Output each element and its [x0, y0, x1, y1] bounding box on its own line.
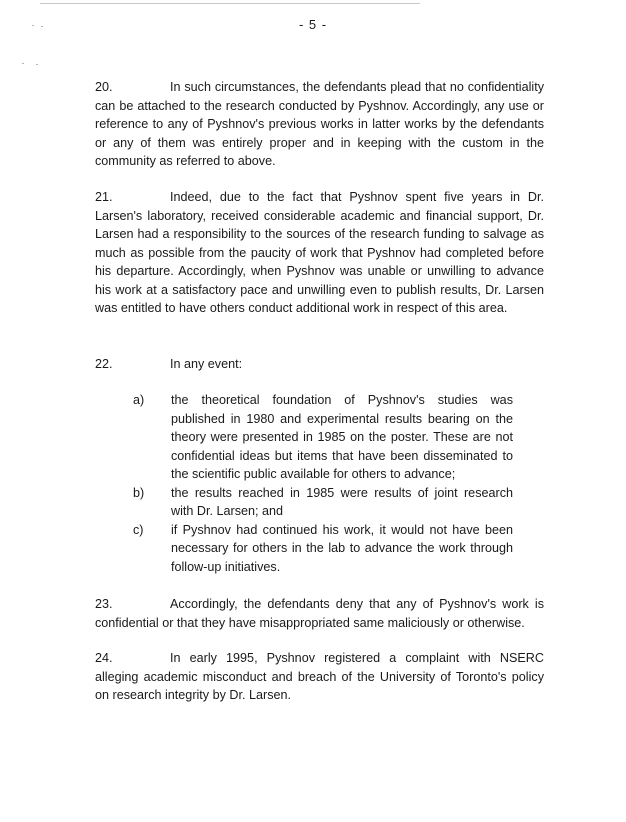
paragraph-21: [95, 188, 544, 318]
list-marker: b): [133, 485, 145, 500]
page-number: - 5 -: [298, 17, 328, 32]
list-marker: a): [133, 393, 145, 407]
scan-speck: [22, 63, 24, 64]
scan-speck: [36, 64, 38, 65]
paragraph-number: 24.: [95, 651, 113, 665]
sub-item-list: [133, 391, 513, 576]
paragraph-number: 22.: [95, 357, 113, 371]
paragraph-20: [95, 78, 544, 171]
list-item-text: the theoretical foundation of Pyshnov's studies was published in 1980 and experimental results bearing on the theory were presented in 1985 on the poster. These are not confidential ideas but items that have been disseminated to the scientific public available for others to advance;: [171, 393, 513, 481]
list-item: [133, 484, 513, 521]
scan-top-edge-line: [40, 3, 420, 4]
paragraph-23: [95, 595, 544, 632]
paragraph-text: In any event:: [170, 357, 243, 371]
list-item-text: if Pyshnov had continued his work, it would not have been necessary for others in the lab to advance the work through follow-up initiatives.: [171, 522, 513, 574]
paragraph-24: [95, 649, 544, 705]
paragraph-text: Accordingly, the defendants deny that any of Pyshnov's work is confidential or that they have misappropriated same maliciously or otherwise.: [95, 597, 544, 630]
paragraph-text: In such circumstances, the defendants plead that no confidentiality can be attached to the research conducted by Pyshnov. Accordingly, any use or reference to any of Pyshnov's previous works in latter works by the defendants or any of them was entirely proper and in keeping with the custom in the community as referred to above.: [95, 80, 544, 168]
list-item: [133, 391, 513, 484]
paragraph-22: [95, 355, 544, 374]
paragraph-text: Indeed, due to the fact that Pyshnov spent five years in Dr. Larsen's laboratory, received considerable academic and financial support, Dr. Larsen had a responsibility to the sources of the research funding to salvage as much as possible from the paucity of work that Pyshnov had completed before his departure. Accordingly, when Pyshnov was unable or unwilling to advance his work at a satisfactory pace and unwilling even to publish results, Dr. Larsen was entitled to have others conduct additional work in respect of this area.: [95, 190, 544, 315]
paragraph-text: In early 1995, Pyshnov registered a complaint with NSERC alleging academic misconduct and breach of the University of Toronto's policy on research integrity by Dr. Larsen.: [95, 651, 544, 702]
list-item: [133, 521, 513, 577]
paragraph-number: 20.: [95, 80, 113, 94]
paragraph-number: 23.: [95, 597, 113, 611]
list-marker: c): [133, 522, 144, 537]
paragraph-number: 21.: [95, 190, 113, 204]
list-item-text: the results reached in 1985 were results of joint research with Dr. Larsen; and: [171, 485, 513, 518]
